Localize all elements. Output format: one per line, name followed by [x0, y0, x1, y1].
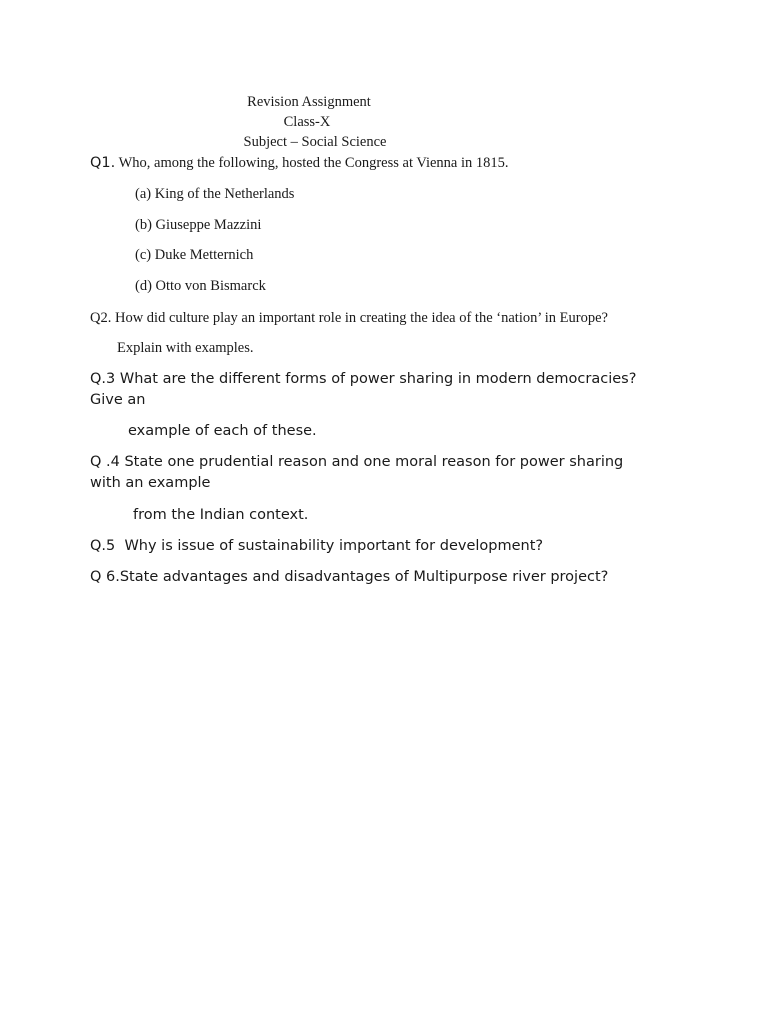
assignment-title: Revision Assignment: [247, 94, 371, 110]
question-6: Q 6.State advantages and disadvantages of Multipurpose river project?: [90, 569, 609, 585]
question-1: [90, 155, 509, 172]
question-3-line-3: example of each of these.: [128, 423, 317, 439]
question-4-line-2: with an example: [90, 475, 211, 491]
question-5: Q.5 Why is issue of sustainability important for development?: [90, 538, 544, 554]
question-1-number: Q1.: [90, 155, 116, 171]
question-2-line-1: Q2. How did culture play an important role in creating the idea of the ‘nation’ in Europe?: [90, 310, 608, 326]
class-label: Class-X: [283, 114, 331, 130]
question-1-option-d: (d) Otto von Bismarck: [135, 278, 266, 294]
question-3-line-1: Q.3 What are the different forms of power sharing in modern democracies?: [90, 371, 637, 387]
question-1-option-c: (c) Duke Metternich: [135, 247, 254, 263]
question-1-option-a: (a) King of the Netherlands: [135, 186, 295, 202]
question-3-line-2: Give an: [90, 392, 146, 408]
question-4-line-1: Q .4 State one prudential reason and one moral reason for power sharing: [90, 454, 624, 470]
question-1-option-b: (b) Giuseppe Mazzini: [135, 217, 262, 233]
question-1-text: Who, among the following, hosted the Congress at Vienna in 1815.: [115, 155, 509, 171]
question-4-line-3: from the Indian context.: [133, 507, 309, 523]
subject-label: Subject – Social Science: [243, 134, 387, 150]
question-2-line-2: Explain with examples.: [117, 340, 254, 356]
